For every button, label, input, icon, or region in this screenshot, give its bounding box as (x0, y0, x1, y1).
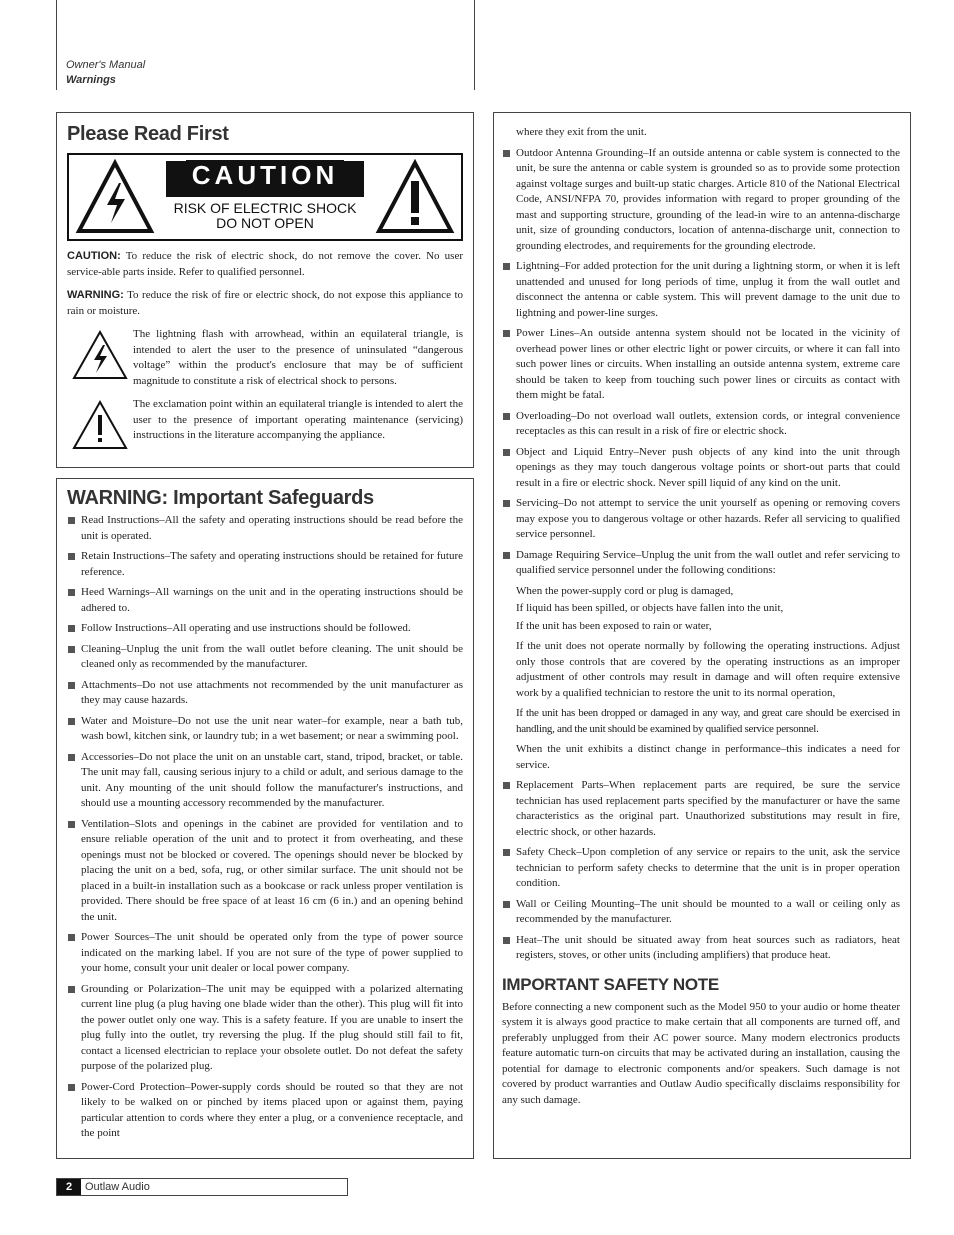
condition-line: When the power-supply cord or plug is damaged, (516, 584, 734, 597)
safeguards-list (67, 513, 463, 1142)
list-item: Grounding or Polarization–The unit may be equipped with a polarized alternating current line plug (a plug having one blade wider than the other). This plug will fit into the power outlet only one way. This is a safety feature. If you are unable to insert the plug fully into the outlet, try reversing the plug. If the plug should still fail to fit, contact a licensed electrician to replace your obsolete outlet. Do not defeat the safety purpose of the polarized plug. (67, 982, 463, 1075)
column-rule (474, 0, 475, 90)
condition-paragraph: When the unit exhibits a distinct change in performance–this indicates a need for service. (516, 743, 900, 771)
important-safeguards-box (56, 478, 474, 1159)
list-item: Follow Instructions–All operating and use instructions should be followed. (67, 621, 463, 637)
page-margin-rule (56, 0, 57, 90)
please-read-first-title: Please Read First (67, 123, 229, 145)
condition-line: If liquid has been spilled, or objects have fallen into the unit, (516, 602, 784, 614)
lightning-warning-icon (69, 155, 161, 239)
exclamation-triangle-icon (67, 397, 133, 451)
safety-note-title: IMPORTANT SAFETY NOTE (502, 974, 719, 994)
warning-paragraph: WARNING: To reduce the risk of fire or electric shock, do not expose this appliance to rain or moisture. (67, 289, 463, 317)
list-item: Damage Requiring Service–Unplug the unit from the wall outlet and refer servicing to qualified service personnel under the following conditions: (502, 548, 900, 579)
continued-text: where they exit from the unit. (516, 126, 647, 138)
list-item: Accessories–Do not place the unit on an unstable cart, stand, tripod, bracket, or table. The unit may fall, causing serious injury to a child or adult, and serious damage to the unit. Any mounting of the unit should follow the manufacturer's instructions, and should use a mounting accessory recommended by the manufacturer. (67, 750, 463, 812)
caution-banner (67, 153, 463, 241)
safeguards-continued-box (493, 112, 911, 1159)
list-item: Heat–The unit should be situated away from heat sources such as radiators, heat registers, stoves, or other units (including amplifiers) that produce heat. (502, 933, 900, 964)
safeguards-list-final (502, 778, 900, 964)
list-item: Retain Instructions–The safety and operating instructions should be retained for future reference. (67, 549, 463, 580)
list-item: Power-Cord Protection–Power-supply cords should be routed so that they are not likely to be walked on or pinched by items placed upon or against them, paying particular attention to cords where they enter a plug, or a convenience receptacle, and the point (67, 1080, 463, 1142)
exclamation-explanation: The exclamation point within an equilateral triangle is intended to alert the user to the presence of important operating maintenance (servicing) instructions in the literature accompanying the appliance. (67, 397, 463, 451)
lightning-triangle-icon (67, 327, 133, 381)
safeguards-title: WARNING: Important Safeguards (67, 487, 374, 509)
caution-paragraph: CAUTION: To reduce the risk of electric shock, do not remove the cover. No user service-able parts inside. Refer to qualified personnel. (67, 250, 463, 278)
header-section: Warnings (66, 74, 116, 86)
page-number: 2 (57, 1179, 81, 1195)
lightning-explanation: The lightning flash with arrowhead, within an equilateral triangle, is intended to alert the user to the presence of uninsulated “dangerous voltage” within the product's enclosure that may be of sufficient magnitude to constitute a risk of electrical shock to persons. (67, 327, 463, 389)
list-item: Lightning–For added protection for the unit during a lightning storm, or when it is left unattended and unused for long periods of time, unplug it from the wall outlet and disconnect the antenna or cable system. This will prevent damage to the unit due to lightning and power-line surges. (502, 259, 900, 321)
list-item: Safety Check–Upon completion of any service or repairs to the unit, ask the service technician to perform safety checks to determine that the unit is in proper operation condition. (502, 845, 900, 892)
list-item: Attachments–Do not use attachments not recommended by the unit manufacturer as they may cause hazards. (67, 678, 463, 709)
risk-text: RISK OF ELECTRIC SHOCK DO NOT OPEN (166, 197, 364, 235)
list-item: Outdoor Antenna Grounding–If an outside antenna or cable system is connected to the unit, be sure the antenna or cable system is grounded so as to provide some protection against voltage surges and built-up static charges. Article 810 of the National Electrical Code, ANSI/NFPA 70, provides information with regard to proper grounding of the mast and supporting structure, grounding of the lead-in wire to an antenna-discharge unit, size of grounding conductors, location of antenna-discharge unit, connection to grounding electrodes, and requirements for the grounding electrode. (502, 146, 900, 255)
condition-line: If the unit has been exposed to rain or water, (516, 619, 712, 632)
list-item: Object and Liquid Entry–Never push objects of any kind into the unit through openings as they may touch dangerous voltage points or short-out parts that could result in a fire or electric shock. Never spill liquid of any kind on the unit. (502, 445, 900, 492)
exclamation-warning-icon (369, 155, 461, 239)
list-item: Cleaning–Unplug the unit from the wall outlet before cleaning. The unit should be cleaned only as recommended by the manufacturer. (67, 642, 463, 673)
page-footer (56, 1178, 348, 1196)
list-item: Wall or Ceiling Mounting–The unit should be mounted to a wall or ceiling only as recommended by the manufacturer. (502, 897, 900, 928)
list-item: Heed Warnings–All warnings on the unit and in the operating instructions should be adhered to. (67, 585, 463, 616)
caution-word: CAUTION (186, 160, 344, 191)
list-item: Power Lines–An outside antenna system should not be located in the vicinity of overhead power lines or other electric light or power circuits, or where it can fall into such power lines or circuits. When installing an outside antenna system, extreme care should be taken to keep from touching such power lines or circuits as contact with them might be fatal. (502, 326, 900, 404)
list-item: Replacement Parts–When replacement parts are required, be sure the service technician has used replacement parts specified by the manufacturer or have the same characteristics as the original part. Unauthorized substitutions may result in fire, electric shock, or other hazards. (502, 778, 900, 840)
caution-label-panel (163, 158, 367, 236)
footer-brand: Outlaw Audio (85, 1181, 150, 1193)
safeguards-list-continued (502, 146, 900, 579)
list-item: Ventilation–Slots and openings in the cabinet are provided for ventilation and to ensure reliable operation of the unit and to protect it from overheating, and these openings must not be blocked or covered. The openings should never be blocked by placing the unit on a bed, sofa, rug, or other similar surface. The unit should not be placed in a built-in installation such as a bookcase or rack unless proper ventilation is provided. There should be free space of at least 16 cm (6 in.) and an opening behind the unit. (67, 817, 463, 926)
list-item: Read Instructions–All the safety and operating instructions should be read before the unit is operated. (67, 513, 463, 544)
header-manual: Owner's Manual (66, 59, 146, 71)
running-header (66, 58, 145, 88)
safety-note-text: Before connecting a new component such as the Model 950 to your audio or home theater system it is always good practice to make certain that all components are turned off, and preferably unplugged from their AC power source. Many modern electronics products feature automatic turn-on circuits that may be activated during an installation, causing the potential for damage to electronic components and/or speakers. Such damage is not covered by product warranties and Outlaw Audio specifically disclaims responsibility for any such damage. (502, 1000, 900, 1106)
list-item: Power Sources–The unit should be operated only from the type of power source indicated on the marking label. If you are not sure of the type of power supplied to your home, consult your unit dealer or local power company. (67, 930, 463, 977)
list-item: Servicing–Do not attempt to service the unit yourself as opening or removing covers may expose you to dangerous voltage or other hazards. Refer all servicing to qualified service personnel. (502, 496, 900, 543)
list-item: Water and Moisture–Do not use the unit near water–for example, near a bath tub, wash bowl, kitchen sink, or laundry tub; in a wet basement; or near a swimming pool. (67, 714, 463, 745)
list-item: Overloading–Do not overload wall outlets, extension cords, or integral convenience receptacles as this can result in a risk of fire or electric shock. (502, 409, 900, 440)
condition-paragraph: If the unit has been dropped or damaged in any way, and great care should be exercised in handling, and the unit should be examined by qualified service personnel. (516, 707, 900, 735)
condition-paragraph: If the unit does not operate normally by following the operating instructions. Adjust only those controls that are covered by the operating instructions as an improper adjustment of other controls may result in damage and will often require extensive work by a qualified technician to restore the unit to its normal operation, (516, 640, 900, 699)
please-read-first-box (56, 112, 474, 468)
